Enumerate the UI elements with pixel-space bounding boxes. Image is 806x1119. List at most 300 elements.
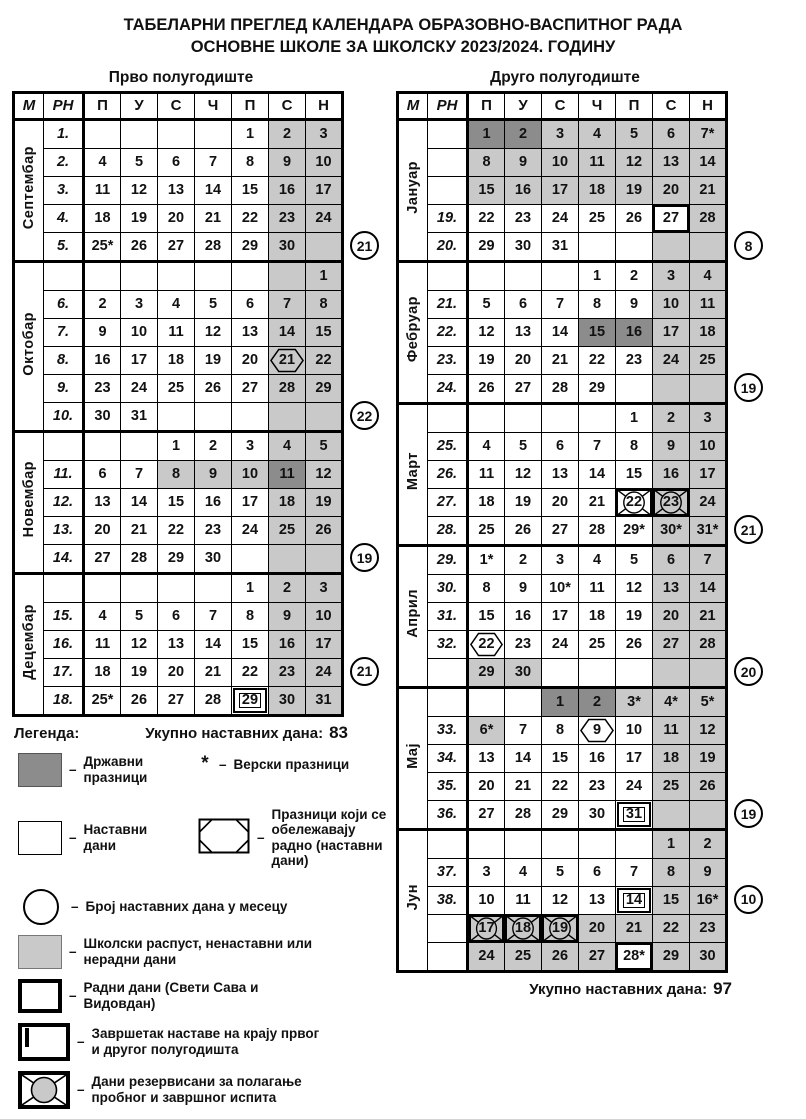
day-cell: 19 — [616, 602, 653, 630]
week-number-cell: 7. — [44, 318, 84, 346]
day-cell — [195, 573, 232, 602]
day-cell: 9 — [690, 858, 727, 886]
day-cell: 17 — [653, 318, 690, 346]
week-number-cell — [428, 261, 468, 290]
day-cell: 16 — [269, 176, 306, 204]
day-cell: 20 — [653, 602, 690, 630]
day-cell: 24 — [616, 772, 653, 800]
day-cell: 5 — [121, 148, 158, 176]
day-cell: 27 — [579, 942, 616, 971]
legend-item-count-circle — [18, 889, 390, 925]
day-cell: 19 — [542, 914, 579, 942]
day-cell: 2 — [690, 829, 727, 858]
week-number-cell: 9. — [44, 374, 84, 402]
day-cell — [616, 232, 653, 261]
day-cell — [158, 402, 195, 431]
week-number-cell: 5. — [44, 232, 84, 261]
teaching-days-count: 21 — [734, 515, 763, 544]
day-cell: 12 — [195, 318, 232, 346]
day-cell — [505, 261, 542, 290]
legend-label: Празници који се обележавају радно (наставни дани) — [271, 806, 387, 869]
day-cell: 24 — [232, 516, 269, 544]
week-number-cell: 22. — [428, 318, 468, 346]
day-cell: 10 — [616, 716, 653, 744]
day-cell: 6 — [158, 602, 195, 630]
day-cell: 1 — [468, 119, 505, 148]
day-cell: 7 — [542, 290, 579, 318]
dash: – — [71, 898, 79, 914]
day-cell: 6 — [505, 290, 542, 318]
day-cell: 11 — [84, 630, 121, 658]
day-cell: 3 — [306, 119, 343, 148]
day-cell — [121, 119, 158, 148]
teaching-days-count: 19 — [350, 543, 379, 572]
day-cell: 5 — [505, 432, 542, 460]
day-cell: 10 — [653, 290, 690, 318]
day-cell: 15 — [579, 318, 616, 346]
day-cell: 20 — [84, 516, 121, 544]
day-cell: 13 — [232, 318, 269, 346]
day-cell: 11 — [690, 290, 727, 318]
day-cell: 28* — [616, 942, 653, 971]
column-header: Ч — [579, 92, 616, 119]
day-cell: 28 — [690, 630, 727, 658]
day-cell: 14 — [542, 318, 579, 346]
column-header: У — [121, 92, 158, 119]
day-cell: 4 — [158, 290, 195, 318]
day-cell: 21 — [195, 204, 232, 232]
day-cell: 3 — [653, 261, 690, 290]
week-number-cell: 33. — [428, 716, 468, 744]
legend-label: Верски празници — [233, 756, 350, 772]
dash: – — [69, 761, 77, 777]
week-number-cell: 10. — [44, 402, 84, 431]
week-number-cell — [428, 687, 468, 716]
calendar-table-second-semester — [396, 91, 728, 973]
day-cell: 27 — [84, 544, 121, 573]
day-cell: 1 — [232, 119, 269, 148]
day-cell: 30 — [269, 686, 306, 715]
day-cell: 9 — [653, 432, 690, 460]
title-line-2: ОСНОВНЕ ШКОЛЕ ЗА ШКОЛСКУ 2023/2024. ГОДИНУ — [190, 38, 616, 57]
day-cell — [269, 402, 306, 431]
week-number-cell — [428, 148, 468, 176]
day-cell: 13 — [84, 488, 121, 516]
day-cell: 24 — [121, 374, 158, 402]
day-cell: 22 — [468, 630, 505, 658]
day-cell: 16 — [616, 318, 653, 346]
day-cell — [653, 800, 690, 829]
day-cell: 19 — [121, 204, 158, 232]
legend-item-working-days — [18, 979, 390, 1013]
day-cell: 18 — [269, 488, 306, 516]
day-cell — [84, 431, 121, 460]
day-cell: 12 — [690, 716, 727, 744]
day-cell: 13 — [653, 148, 690, 176]
religious-star-icon: * — [201, 752, 209, 774]
day-cell: 31* — [690, 516, 727, 545]
legend-item-teaching-days — [18, 807, 194, 869]
day-cell: 17 — [542, 602, 579, 630]
day-cell: 13 — [468, 744, 505, 772]
day-cell — [232, 544, 269, 573]
day-cell: 8 — [616, 432, 653, 460]
teaching-days-count: 20 — [734, 657, 763, 686]
day-cell: 24 — [306, 658, 343, 686]
dash: – — [219, 756, 227, 772]
day-cell — [616, 374, 653, 403]
day-cell: 13 — [653, 574, 690, 602]
day-cell: 17 — [542, 176, 579, 204]
day-cell: 10 — [232, 460, 269, 488]
month-label: Јануар — [398, 119, 428, 261]
month-label: Октобар — [14, 261, 44, 431]
dash: – — [69, 987, 77, 1003]
day-cell — [84, 573, 121, 602]
day-cell: 26 — [195, 374, 232, 402]
legend-label: Радни дани (Свети Сава и Видовдан) — [83, 980, 259, 1011]
day-cell: 25 — [579, 204, 616, 232]
day-cell: 11 — [653, 716, 690, 744]
second-semester-calendar — [396, 91, 774, 973]
week-number-cell: 17. — [44, 658, 84, 686]
day-cell: 12 — [505, 460, 542, 488]
day-cell: 2 — [269, 573, 306, 602]
day-cell: 19 — [616, 176, 653, 204]
day-cell: 29 — [468, 232, 505, 261]
exam-days-swatch — [18, 1071, 70, 1109]
column-header: С — [542, 92, 579, 119]
day-cell: 23 — [269, 658, 306, 686]
day-cell: 9 — [195, 460, 232, 488]
dash: – — [69, 829, 77, 845]
day-cell: 31 — [121, 402, 158, 431]
day-cell: 26 — [306, 516, 343, 544]
day-cell: 7 — [579, 432, 616, 460]
column-header: РН — [428, 92, 468, 119]
total-label: Укупно наставних дана: — [145, 724, 324, 742]
teaching-day-swatch — [18, 821, 62, 855]
day-cell: 6 — [542, 432, 579, 460]
day-cell: 19 — [690, 744, 727, 772]
day-cell: 10* — [542, 574, 579, 602]
day-cell: 31 — [542, 232, 579, 261]
week-number-cell: 24. — [428, 374, 468, 403]
day-cell: 26 — [468, 374, 505, 403]
day-cell — [616, 658, 653, 687]
day-cell — [505, 687, 542, 716]
week-number-cell: 13. — [44, 516, 84, 544]
day-cell: 23 — [690, 914, 727, 942]
day-cell: 23 — [579, 772, 616, 800]
day-cell: 2 — [505, 545, 542, 574]
day-cell: 28 — [269, 374, 306, 402]
day-cell: 30 — [505, 232, 542, 261]
teaching-days-count: 10 — [734, 885, 763, 914]
day-cell: 1 — [579, 261, 616, 290]
day-cell: 18 — [158, 346, 195, 374]
week-number-cell: 18. — [44, 686, 84, 715]
day-cell: 22 — [306, 346, 343, 374]
day-cell: 11 — [158, 318, 195, 346]
day-cell: 12 — [468, 318, 505, 346]
day-cell: 14 — [616, 886, 653, 914]
day-cell: 29 — [158, 544, 195, 573]
legend-label: Број наставних дана у месецу — [85, 898, 288, 914]
day-cell — [158, 261, 195, 290]
day-cell: 5* — [690, 687, 727, 716]
day-cell: 3* — [616, 687, 653, 716]
count-circle-icon — [23, 889, 59, 925]
teaching-days-count: 21 — [350, 231, 379, 260]
day-cell: 10 — [306, 148, 343, 176]
day-cell: 27 — [158, 232, 195, 261]
day-cell: 7 — [195, 602, 232, 630]
day-cell: 20 — [158, 658, 195, 686]
day-cell — [195, 119, 232, 148]
day-cell: 25 — [579, 630, 616, 658]
total-value: 83 — [329, 722, 348, 742]
day-cell: 15 — [158, 488, 195, 516]
day-cell: 7 — [121, 460, 158, 488]
day-cell: 14 — [690, 574, 727, 602]
day-cell: 28 — [542, 374, 579, 403]
week-number-cell: 1. — [44, 119, 84, 148]
day-cell — [468, 687, 505, 716]
day-cell: 14 — [269, 318, 306, 346]
day-cell: 12 — [121, 630, 158, 658]
day-cell — [690, 658, 727, 687]
school-break-swatch — [18, 935, 62, 969]
day-cell: 3 — [468, 858, 505, 886]
day-cell: 13 — [579, 886, 616, 914]
day-cell: 22 — [616, 488, 653, 516]
week-number-cell: 26. — [428, 460, 468, 488]
day-cell — [542, 658, 579, 687]
month-label: Мај — [398, 687, 428, 829]
day-cell: 19 — [505, 488, 542, 516]
week-number-cell: 14. — [44, 544, 84, 573]
day-cell: 29* — [616, 516, 653, 545]
day-cell: 9 — [505, 574, 542, 602]
legend-item-worked-holidays — [198, 807, 390, 869]
first-semester-title: Прво полугодиште — [108, 68, 254, 86]
day-cell: 25 — [690, 346, 727, 374]
day-cell — [653, 658, 690, 687]
week-number-cell: 23. — [428, 346, 468, 374]
day-cell: 20 — [579, 914, 616, 942]
day-cell: 23 — [653, 488, 690, 516]
day-cell: 17 — [616, 744, 653, 772]
day-cell: 30 — [690, 942, 727, 971]
day-cell: 28 — [195, 686, 232, 715]
day-cell: 27 — [468, 800, 505, 829]
day-cell: 30 — [579, 800, 616, 829]
day-cell: 19 — [195, 346, 232, 374]
day-cell: 21 — [542, 346, 579, 374]
day-cell: 31 — [616, 800, 653, 829]
day-cell: 15 — [468, 176, 505, 204]
day-cell — [542, 261, 579, 290]
day-cell: 9 — [505, 148, 542, 176]
day-cell: 16 — [195, 488, 232, 516]
legend-item-religious-holidays — [198, 753, 390, 787]
day-cell: 24 — [468, 942, 505, 971]
legend-heading: Легенда: — [14, 724, 80, 742]
total-label: Укупно наставних дана: — [529, 980, 708, 998]
week-number-cell: 11. — [44, 460, 84, 488]
day-cell: 24 — [542, 630, 579, 658]
day-cell: 2 — [653, 403, 690, 432]
legend — [12, 743, 390, 1109]
day-cell: 30* — [653, 516, 690, 545]
column-header: П — [84, 92, 121, 119]
month-label: Фебруар — [398, 261, 428, 403]
second-semester-title: Друго полугодиште — [490, 68, 640, 86]
week-number-cell: 3. — [44, 176, 84, 204]
day-cell: 15 — [232, 176, 269, 204]
day-cell: 16* — [690, 886, 727, 914]
day-cell: 23 — [269, 204, 306, 232]
day-cell — [121, 573, 158, 602]
day-cell: 20 — [653, 176, 690, 204]
day-cell: 4 — [468, 432, 505, 460]
day-cell: 30 — [269, 232, 306, 261]
day-cell: 7 — [505, 716, 542, 744]
day-cell: 1* — [468, 545, 505, 574]
week-number-cell: 38. — [428, 886, 468, 914]
week-number-cell: 31. — [428, 602, 468, 630]
day-cell: 2 — [616, 261, 653, 290]
day-cell: 16 — [84, 346, 121, 374]
day-cell: 19 — [468, 346, 505, 374]
day-cell: 18 — [468, 488, 505, 516]
day-cell: 20 — [232, 346, 269, 374]
day-cell: 7 — [690, 545, 727, 574]
day-cell: 29 — [306, 374, 343, 402]
day-cell: 3 — [306, 573, 343, 602]
day-cell — [690, 232, 727, 261]
week-number-cell: 30. — [428, 574, 468, 602]
week-number-cell — [428, 658, 468, 687]
day-cell: 7* — [690, 119, 727, 148]
week-number-cell: 34. — [428, 744, 468, 772]
day-cell: 1 — [616, 403, 653, 432]
day-cell — [690, 374, 727, 403]
dash: – — [77, 1033, 85, 1049]
day-cell: 30 — [84, 402, 121, 431]
first-semester-total — [145, 723, 348, 743]
day-cell: 20 — [505, 346, 542, 374]
week-number-cell — [44, 431, 84, 460]
day-cell: 18 — [690, 318, 727, 346]
column-header: С — [269, 92, 306, 119]
day-cell: 21 — [690, 602, 727, 630]
day-cell: 20 — [468, 772, 505, 800]
day-cell: 5 — [306, 431, 343, 460]
day-cell: 4 — [269, 431, 306, 460]
day-cell: 8 — [542, 716, 579, 744]
day-cell: 4 — [690, 261, 727, 290]
day-cell: 22 — [542, 772, 579, 800]
week-number-cell: 25. — [428, 432, 468, 460]
total-value: 97 — [713, 978, 732, 998]
day-cell: 9 — [579, 716, 616, 744]
week-number-cell — [428, 942, 468, 971]
month-label: Новембар — [14, 431, 44, 573]
day-cell — [468, 829, 505, 858]
day-cell: 6 — [84, 460, 121, 488]
day-cell: 20 — [542, 488, 579, 516]
day-cell: 11 — [579, 574, 616, 602]
week-number-cell: 20. — [428, 232, 468, 261]
day-cell: 10 — [690, 432, 727, 460]
legend-item-semester-end — [18, 1023, 390, 1061]
week-number-cell: 19. — [428, 204, 468, 232]
day-cell: 10 — [306, 602, 343, 630]
day-cell: 10 — [121, 318, 158, 346]
column-header: Н — [306, 92, 343, 119]
day-cell: 4 — [505, 858, 542, 886]
day-cell — [269, 544, 306, 573]
working-day-swatch — [18, 979, 62, 1013]
day-cell: 1 — [158, 431, 195, 460]
day-cell: 29 — [579, 374, 616, 403]
day-cell: 28 — [121, 544, 158, 573]
day-cell: 30 — [505, 658, 542, 687]
week-number-cell — [428, 829, 468, 858]
day-cell: 26 — [121, 232, 158, 261]
day-cell: 11 — [84, 176, 121, 204]
legend-label: Завршетак наставе на крају првог и другог полугодишта — [91, 1026, 320, 1057]
day-cell: 27 — [542, 516, 579, 545]
day-cell: 29 — [468, 658, 505, 687]
day-cell: 18 — [579, 602, 616, 630]
day-cell: 17 — [690, 460, 727, 488]
week-number-cell: 32. — [428, 630, 468, 658]
day-cell: 15 — [468, 602, 505, 630]
day-cell — [306, 232, 343, 261]
day-cell: 24 — [690, 488, 727, 516]
week-number-cell: 15. — [44, 602, 84, 630]
day-cell: 29 — [232, 232, 269, 261]
teaching-days-count: 21 — [350, 657, 379, 686]
day-cell: 3 — [542, 545, 579, 574]
day-cell: 12 — [616, 574, 653, 602]
day-cell — [158, 119, 195, 148]
legend-label: Дани резервисани за полагање пробног и завршног испита — [91, 1074, 302, 1105]
day-cell: 5 — [542, 858, 579, 886]
day-cell: 18 — [505, 914, 542, 942]
day-cell: 10 — [468, 886, 505, 914]
day-cell: 4 — [579, 119, 616, 148]
day-cell: 5 — [616, 545, 653, 574]
day-cell: 13 — [542, 460, 579, 488]
day-cell: 20 — [158, 204, 195, 232]
day-cell: 22 — [158, 516, 195, 544]
day-cell: 25 — [505, 942, 542, 971]
week-number-cell: 27. — [428, 488, 468, 516]
day-cell: 16 — [653, 460, 690, 488]
day-cell: 21 — [505, 772, 542, 800]
first-semester-section — [12, 69, 390, 1119]
legend-label: Наставни дани — [83, 822, 148, 853]
day-cell — [232, 402, 269, 431]
day-cell — [121, 431, 158, 460]
semester-end-swatch — [18, 1023, 70, 1061]
legend-item-school-break — [18, 935, 390, 969]
day-cell — [195, 402, 232, 431]
